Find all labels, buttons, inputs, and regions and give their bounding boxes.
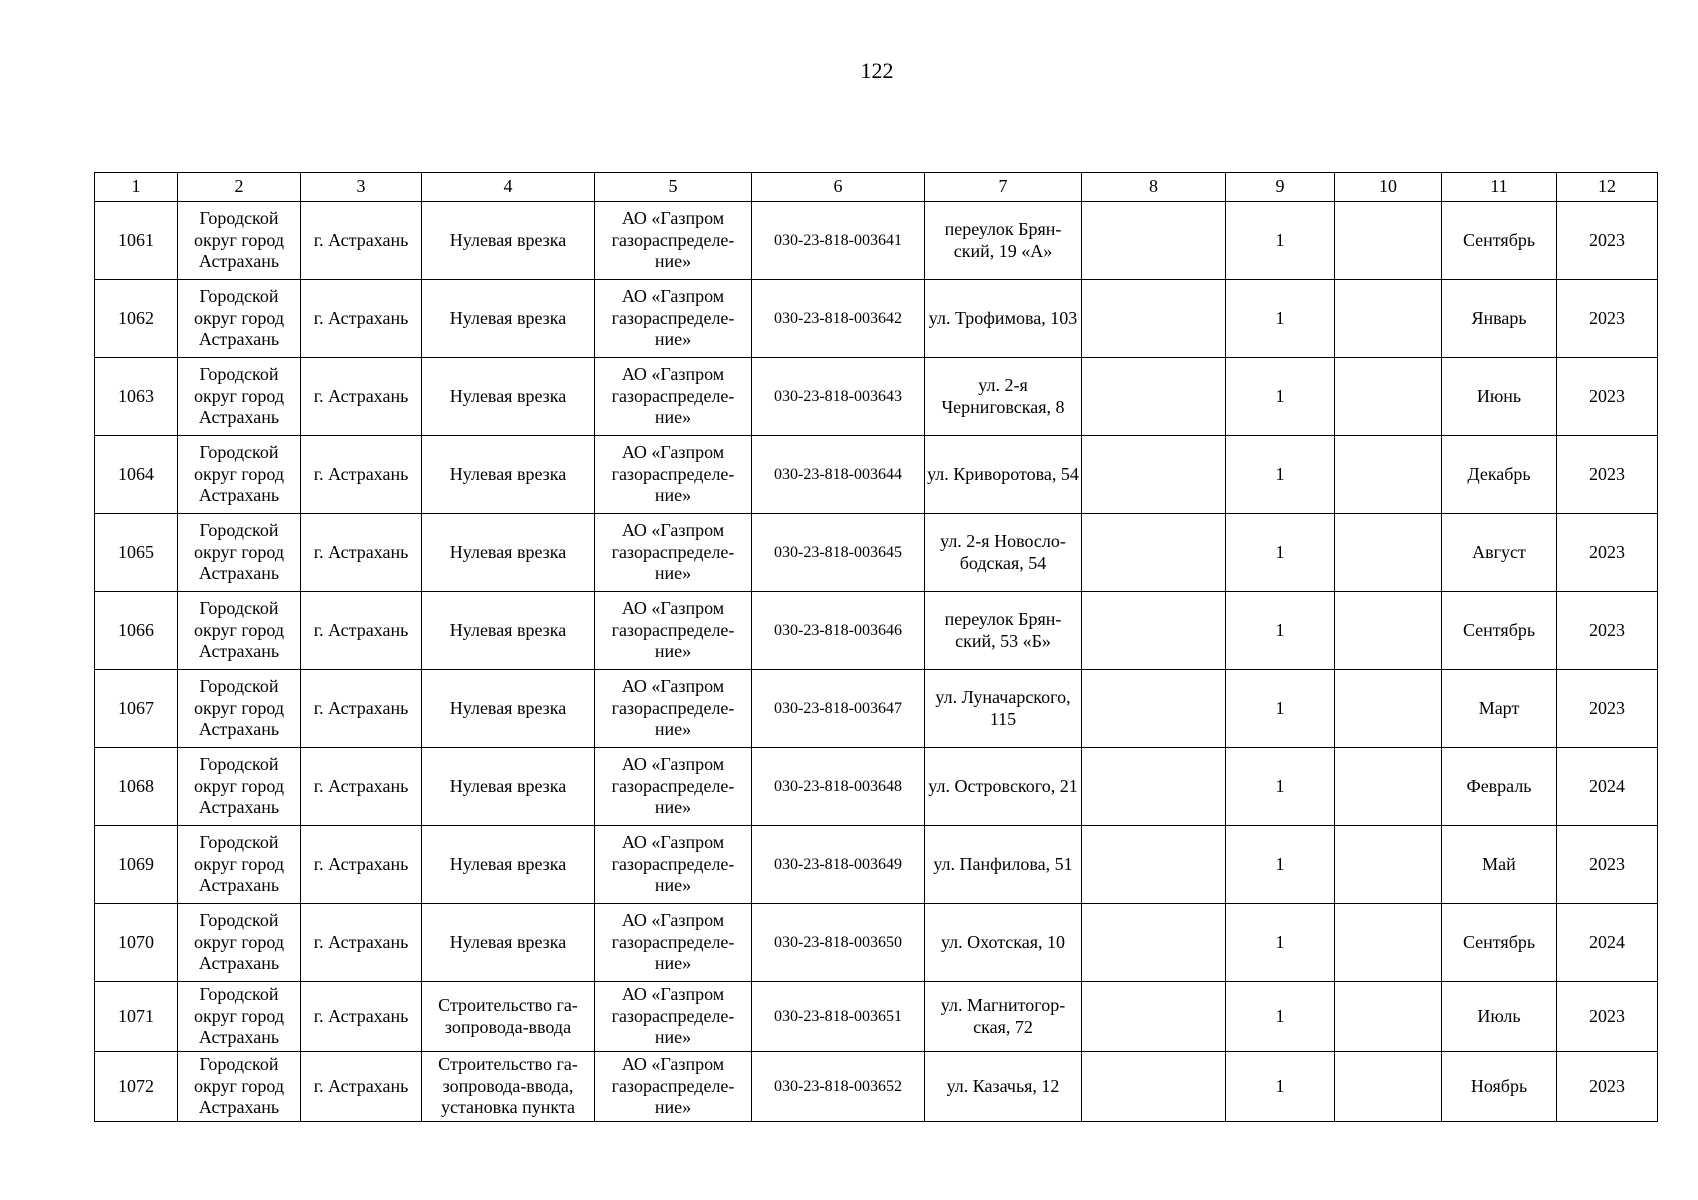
table-row xyxy=(95,1052,1658,1122)
cell-number: 1070 xyxy=(95,904,178,982)
cell-work-type: Нулевая врезка xyxy=(422,592,595,670)
cell-number: 1062 xyxy=(95,280,178,358)
cell-col-10 xyxy=(1335,982,1442,1052)
cell-address: ул. 2-я Черниговская, 8 xyxy=(925,358,1082,436)
column-header: 9 xyxy=(1226,173,1335,202)
cell-object-code: 030-23-818-003647 xyxy=(752,670,925,748)
cell-address: ул. Панфилова, 51 xyxy=(925,826,1082,904)
cell-district: Городской округ город Астрахань xyxy=(178,1052,301,1122)
registry-table xyxy=(94,172,1658,1122)
table-row xyxy=(95,982,1658,1052)
table-row xyxy=(95,748,1658,826)
cell-month: Июнь xyxy=(1442,358,1557,436)
column-header: 8 xyxy=(1082,173,1226,202)
cell-organization: АО «Газпром газораспределе-ние» xyxy=(595,670,752,748)
cell-object-code: 030-23-818-003643 xyxy=(752,358,925,436)
cell-organization: АО «Газпром газораспределе-ние» xyxy=(595,826,752,904)
cell-month: Декабрь xyxy=(1442,436,1557,514)
cell-number: 1071 xyxy=(95,982,178,1052)
cell-work-type: Нулевая врезка xyxy=(422,670,595,748)
table-row xyxy=(95,670,1658,748)
cell-number: 1069 xyxy=(95,826,178,904)
cell-organization: АО «Газпром газораспределе-ние» xyxy=(595,982,752,1052)
cell-col-8 xyxy=(1082,1052,1226,1122)
cell-month: Сентябрь xyxy=(1442,904,1557,982)
cell-quantity: 1 xyxy=(1226,982,1335,1052)
cell-month: Май xyxy=(1442,826,1557,904)
cell-city: г. Астрахань xyxy=(301,826,422,904)
cell-address: ул. Островского, 21 xyxy=(925,748,1082,826)
cell-quantity: 1 xyxy=(1226,514,1335,592)
cell-number: 1066 xyxy=(95,592,178,670)
cell-number: 1067 xyxy=(95,670,178,748)
cell-quantity: 1 xyxy=(1226,358,1335,436)
cell-col-10 xyxy=(1335,748,1442,826)
column-header: 12 xyxy=(1557,173,1658,202)
cell-organization: АО «Газпром газораспределе-ние» xyxy=(595,1052,752,1122)
column-header: 3 xyxy=(301,173,422,202)
cell-year: 2023 xyxy=(1557,670,1658,748)
cell-district: Городской округ город Астрахань xyxy=(178,670,301,748)
cell-object-code: 030-23-818-003646 xyxy=(752,592,925,670)
cell-month: Январь xyxy=(1442,280,1557,358)
cell-object-code: 030-23-818-003644 xyxy=(752,436,925,514)
cell-year: 2023 xyxy=(1557,982,1658,1052)
cell-work-type: Нулевая врезка xyxy=(422,826,595,904)
cell-work-type: Нулевая врезка xyxy=(422,514,595,592)
table-row xyxy=(95,826,1658,904)
table-row xyxy=(95,592,1658,670)
cell-month: Сентябрь xyxy=(1442,592,1557,670)
cell-city: г. Астрахань xyxy=(301,1052,422,1122)
column-number-row xyxy=(95,173,1658,202)
column-header: 7 xyxy=(925,173,1082,202)
cell-quantity: 1 xyxy=(1226,748,1335,826)
cell-col-8 xyxy=(1082,982,1226,1052)
cell-city: г. Астрахань xyxy=(301,592,422,670)
cell-quantity: 1 xyxy=(1226,670,1335,748)
column-header: 11 xyxy=(1442,173,1557,202)
cell-organization: АО «Газпром газораспределе-ние» xyxy=(595,202,752,280)
cell-object-code: 030-23-818-003648 xyxy=(752,748,925,826)
cell-quantity: 1 xyxy=(1226,1052,1335,1122)
cell-work-type: Нулевая врезка xyxy=(422,436,595,514)
cell-number: 1068 xyxy=(95,748,178,826)
cell-col-8 xyxy=(1082,592,1226,670)
cell-address: ул. 2-я Новосло-бодская, 54 xyxy=(925,514,1082,592)
cell-district: Городской округ город Астрахань xyxy=(178,358,301,436)
cell-number: 1072 xyxy=(95,1052,178,1122)
cell-number: 1061 xyxy=(95,202,178,280)
cell-district: Городской округ город Астрахань xyxy=(178,436,301,514)
column-header: 2 xyxy=(178,173,301,202)
table-row xyxy=(95,358,1658,436)
cell-address: ул. Магнитогор-ская, 72 xyxy=(925,982,1082,1052)
cell-col-8 xyxy=(1082,436,1226,514)
cell-district: Городской округ город Астрахань xyxy=(178,826,301,904)
cell-city: г. Астрахань xyxy=(301,358,422,436)
cell-month: Июль xyxy=(1442,982,1557,1052)
cell-district: Городской округ город Астрахань xyxy=(178,748,301,826)
cell-col-8 xyxy=(1082,748,1226,826)
cell-district: Городской округ город Астрахань xyxy=(178,514,301,592)
cell-address: ул. Трофимова, 103 xyxy=(925,280,1082,358)
cell-city: г. Астрахань xyxy=(301,904,422,982)
column-header: 4 xyxy=(422,173,595,202)
cell-work-type: Строительство га-зопровода-ввода xyxy=(422,982,595,1052)
cell-col-8 xyxy=(1082,826,1226,904)
cell-col-10 xyxy=(1335,904,1442,982)
cell-col-10 xyxy=(1335,202,1442,280)
column-header: 1 xyxy=(95,173,178,202)
cell-col-10 xyxy=(1335,826,1442,904)
cell-object-code: 030-23-818-003642 xyxy=(752,280,925,358)
cell-year: 2024 xyxy=(1557,748,1658,826)
cell-organization: АО «Газпром газораспределе-ние» xyxy=(595,436,752,514)
cell-city: г. Астрахань xyxy=(301,436,422,514)
cell-object-code: 030-23-818-003652 xyxy=(752,1052,925,1122)
cell-quantity: 1 xyxy=(1226,904,1335,982)
cell-col-10 xyxy=(1335,670,1442,748)
cell-object-code: 030-23-818-003649 xyxy=(752,826,925,904)
cell-object-code: 030-23-818-003645 xyxy=(752,514,925,592)
cell-col-10 xyxy=(1335,592,1442,670)
cell-work-type: Нулевая врезка xyxy=(422,202,595,280)
cell-address: ул. Луначарского, 115 xyxy=(925,670,1082,748)
cell-year: 2023 xyxy=(1557,280,1658,358)
cell-work-type: Нулевая врезка xyxy=(422,904,595,982)
table-row xyxy=(95,514,1658,592)
page-number: 122 xyxy=(860,58,894,83)
cell-year: 2023 xyxy=(1557,514,1658,592)
cell-month: Ноябрь xyxy=(1442,1052,1557,1122)
cell-address: ул. Охотская, 10 xyxy=(925,904,1082,982)
cell-month: Август xyxy=(1442,514,1557,592)
cell-address: ул. Криворотова, 54 xyxy=(925,436,1082,514)
cell-city: г. Астрахань xyxy=(301,280,422,358)
column-header: 5 xyxy=(595,173,752,202)
cell-col-10 xyxy=(1335,436,1442,514)
table-row xyxy=(95,202,1658,280)
cell-number: 1065 xyxy=(95,514,178,592)
cell-district: Городской округ город Астрахань xyxy=(178,982,301,1052)
cell-year: 2023 xyxy=(1557,826,1658,904)
cell-work-type: Нулевая врезка xyxy=(422,358,595,436)
column-header: 10 xyxy=(1335,173,1442,202)
cell-organization: АО «Газпром газораспределе-ние» xyxy=(595,748,752,826)
cell-col-8 xyxy=(1082,280,1226,358)
cell-year: 2023 xyxy=(1557,358,1658,436)
cell-district: Городской округ город Астрахань xyxy=(178,592,301,670)
cell-col-10 xyxy=(1335,280,1442,358)
cell-district: Городской округ город Астрахань xyxy=(178,904,301,982)
cell-address: переулок Брян-ский, 19 «А» xyxy=(925,202,1082,280)
column-header: 6 xyxy=(752,173,925,202)
cell-col-8 xyxy=(1082,904,1226,982)
cell-organization: АО «Газпром газораспределе-ние» xyxy=(595,904,752,982)
table-row xyxy=(95,280,1658,358)
cell-month: Сентябрь xyxy=(1442,202,1557,280)
cell-month: Февраль xyxy=(1442,748,1557,826)
cell-quantity: 1 xyxy=(1226,202,1335,280)
cell-col-10 xyxy=(1335,514,1442,592)
cell-organization: АО «Газпром газораспределе-ние» xyxy=(595,592,752,670)
cell-object-code: 030-23-818-003650 xyxy=(752,904,925,982)
cell-quantity: 1 xyxy=(1226,592,1335,670)
cell-work-type: Строительство га-зопровода-ввода, установка пункта xyxy=(422,1052,595,1122)
cell-number: 1063 xyxy=(95,358,178,436)
cell-year: 2023 xyxy=(1557,1052,1658,1122)
cell-quantity: 1 xyxy=(1226,280,1335,358)
table-row xyxy=(95,436,1658,514)
cell-number: 1064 xyxy=(95,436,178,514)
cell-col-10 xyxy=(1335,358,1442,436)
cell-city: г. Астрахань xyxy=(301,670,422,748)
cell-work-type: Нулевая врезка xyxy=(422,748,595,826)
cell-address: ул. Казачья, 12 xyxy=(925,1052,1082,1122)
cell-quantity: 1 xyxy=(1226,826,1335,904)
cell-object-code: 030-23-818-003651 xyxy=(752,982,925,1052)
cell-district: Городской округ город Астрахань xyxy=(178,202,301,280)
cell-year: 2024 xyxy=(1557,904,1658,982)
cell-col-8 xyxy=(1082,670,1226,748)
table-row xyxy=(95,904,1658,982)
cell-object-code: 030-23-818-003641 xyxy=(752,202,925,280)
cell-col-8 xyxy=(1082,514,1226,592)
cell-city: г. Астрахань xyxy=(301,514,422,592)
cell-work-type: Нулевая врезка xyxy=(422,280,595,358)
cell-year: 2023 xyxy=(1557,436,1658,514)
cell-organization: АО «Газпром газораспределе-ние» xyxy=(595,514,752,592)
cell-district: Городской округ город Астрахань xyxy=(178,280,301,358)
cell-city: г. Астрахань xyxy=(301,748,422,826)
cell-city: г. Астрахань xyxy=(301,202,422,280)
cell-city: г. Астрахань xyxy=(301,982,422,1052)
cell-quantity: 1 xyxy=(1226,436,1335,514)
cell-organization: АО «Газпром газораспределе-ние» xyxy=(595,358,752,436)
cell-year: 2023 xyxy=(1557,592,1658,670)
cell-month: Март xyxy=(1442,670,1557,748)
cell-organization: АО «Газпром газораспределе-ние» xyxy=(595,280,752,358)
cell-address: переулок Брян-ский, 53 «Б» xyxy=(925,592,1082,670)
cell-col-8 xyxy=(1082,202,1226,280)
cell-col-8 xyxy=(1082,358,1226,436)
cell-col-10 xyxy=(1335,1052,1442,1122)
cell-year: 2023 xyxy=(1557,202,1658,280)
